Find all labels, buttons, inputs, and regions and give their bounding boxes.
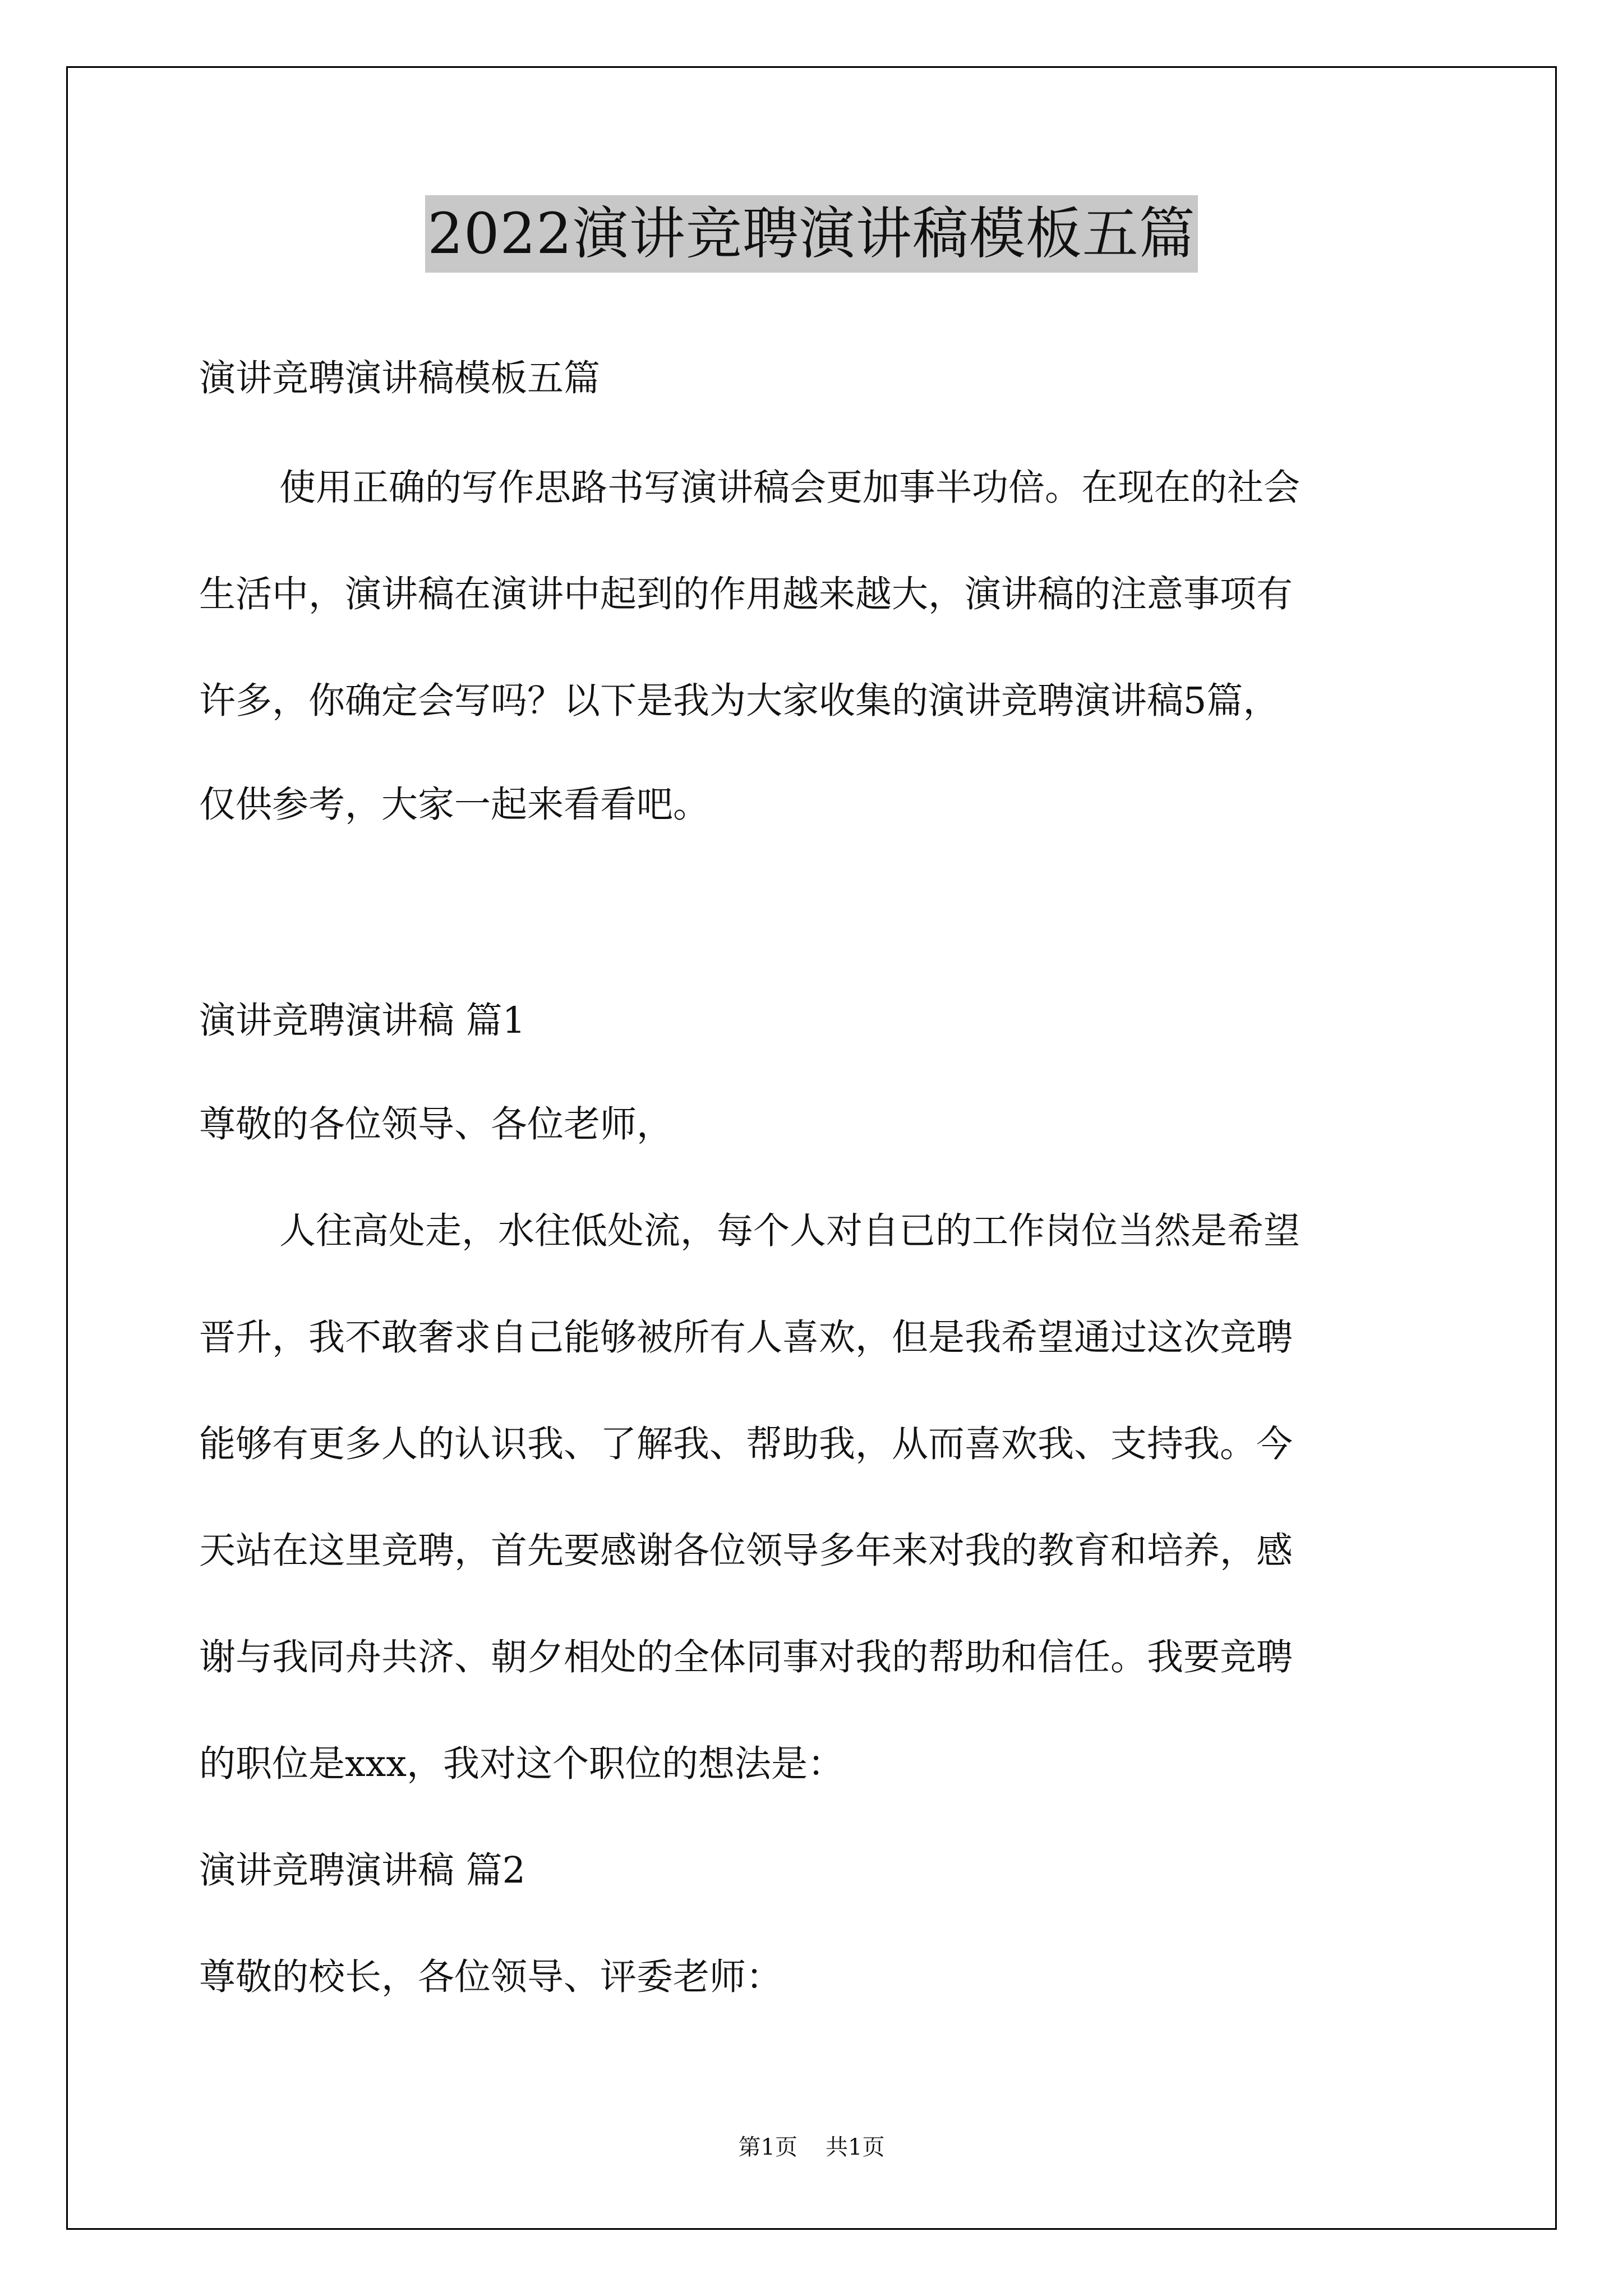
section1-salutation: 尊敬的各位领导、各位老师， (199, 1103, 674, 1145)
document-title: 2022演讲竞聘演讲稿模板五篇 (425, 195, 1198, 273)
page-number-current: 第1页 (738, 2134, 797, 2160)
section2-salutation: 尊敬的校长，各位领导、评委老师： (199, 1956, 783, 1998)
section1-paragraph-line: 人往高处走，水往低处流，每个人对自已的工作岗位当然是希望 (279, 1210, 1301, 1252)
page-footer (0, 2132, 1623, 2163)
document-subtitle: 演讲竞聘演讲稿模板五篇 (199, 357, 601, 399)
section1-paragraph-line: 谢与我同舟共济、朝夕相处的全体同事对我的帮助和信任。我要竞聘 (199, 1636, 1293, 1678)
section1-paragraph-line: 天站在这里竞聘，首先要感谢各位领导多年来对我的教育和培养，感 (199, 1530, 1293, 1572)
intro-paragraph-line: 仅供参考，大家一起来看看吧。 (199, 784, 710, 826)
section1-paragraph-line: 能够有更多人的认识我、了解我、帮助我，从而喜欢我、支持我。今 (199, 1423, 1293, 1465)
section-heading-1: 演讲竞聘演讲稿 篇1 (199, 1000, 526, 1042)
intro-paragraph-line: 许多，你确定会写吗？以下是我为大家收集的演讲竞聘演讲稿5篇， (199, 680, 1280, 722)
title-container (0, 195, 1623, 273)
section1-paragraph-line: 晋升，我不敢奢求自己能够被所有人喜欢，但是我希望通过这次竞聘 (199, 1317, 1293, 1359)
intro-paragraph-line: 使用正确的写作思路书写演讲稿会更加事半功倍。在现在的社会 (279, 467, 1301, 509)
section1-paragraph-line: 的职位是xxx，我对这个职位的想法是： (199, 1743, 844, 1785)
page-number-total: 共1页 (826, 2134, 885, 2160)
intro-paragraph-line: 生活中，演讲稿在演讲中起到的作用越来越大，演讲稿的注意事项有 (199, 573, 1293, 615)
section-heading-2: 演讲竞聘演讲稿 篇2 (199, 1849, 526, 1892)
